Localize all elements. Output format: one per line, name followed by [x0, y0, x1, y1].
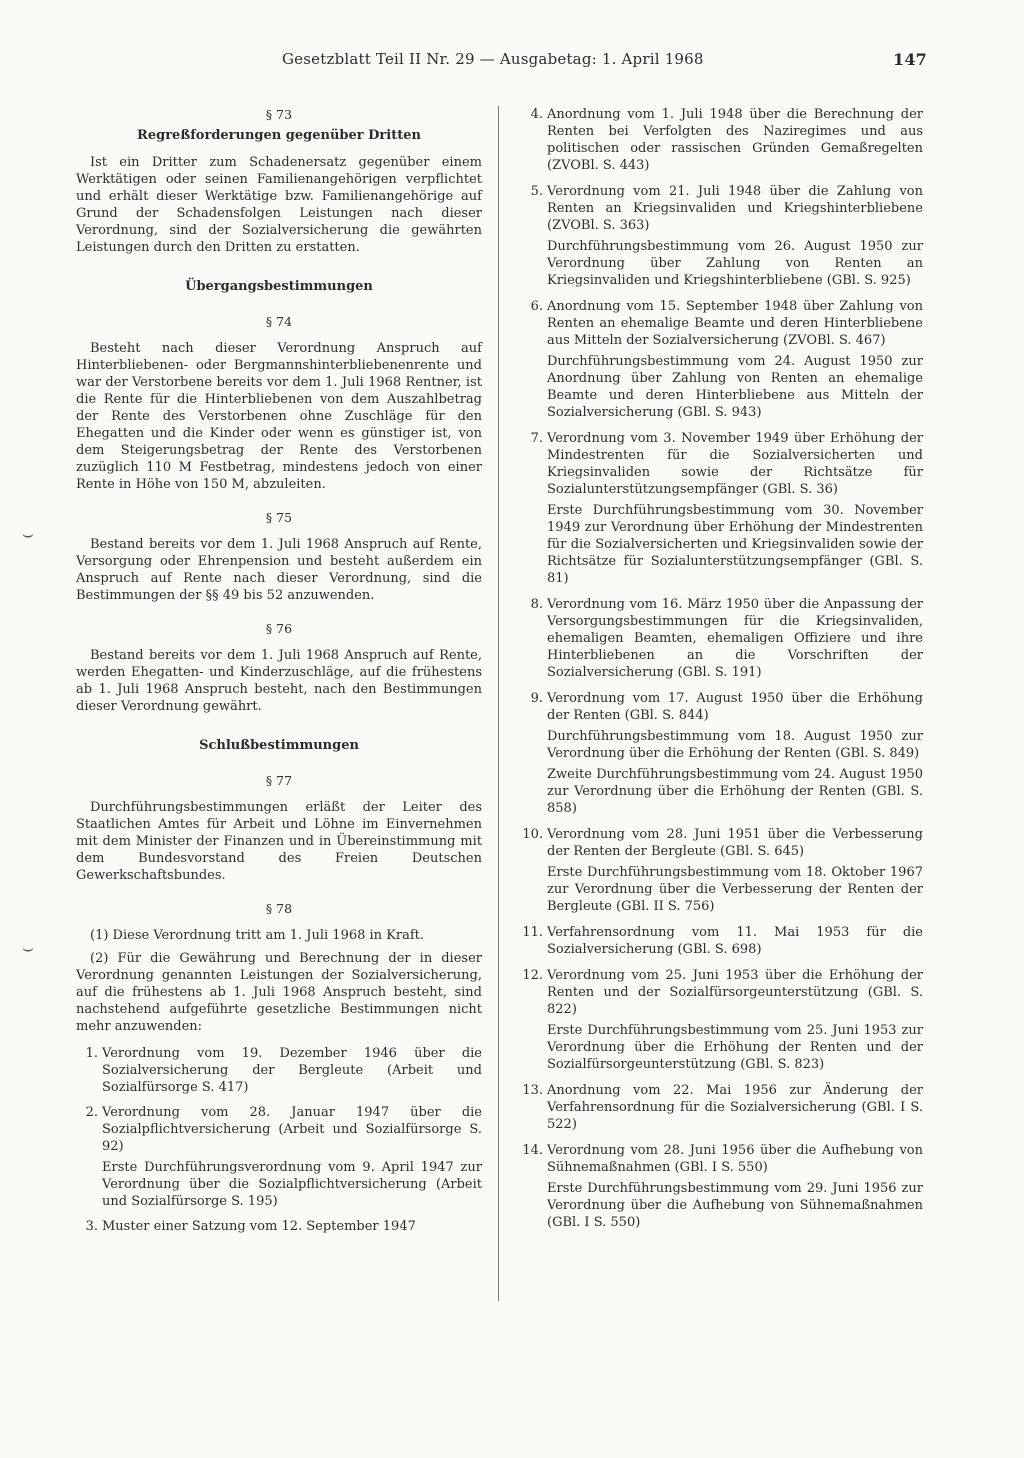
section-text: Besteht nach dieser Verordnung Anspruch auf Hinterbliebenen- oder Bergmannshinterbliebenenrente und war der Verstorbene bereits vor dem 1. Juli 1968 Rentner, ist die Rente für die Hinterbliebenen von dem Auszahlbetrag der Rente des Verstorbenen ohne Zuschläge für den Ehegatten und die Kinder oder wenn es günstiger ist, von dem Steigerungsbetrag der Rente des Verstorbenen zuzüglich 110 M Festbetrag, mindestens jedoch von einer Rente in Höhe von 150 M, abzuleiten. [76, 341, 482, 492]
list-item [517, 967, 923, 1073]
section-number: § 77 [265, 773, 293, 788]
page-number: 147 [893, 50, 927, 69]
chapter-heading: Schlußbestimmungen [199, 738, 359, 753]
list-item-text: Verordnung vom 19. Dezember 1946 über die Sozialversicherung der Bergleute (Arbeit und Sozialfürsorge S. 417) [102, 1046, 482, 1095]
repealed-list [76, 1045, 482, 1235]
list-item-text: Verordnung vom 21. Juli 1948 über die Zahlung von Renten an Kriegsinvaliden und Kriegshinterbliebene (ZVOBl. S. 363) [547, 184, 923, 233]
list-item-subtext: Erste Durchführungsbestimmung vom 29. Juni 1956 zur Verordnung über die Aufhebung von Sühnemaßnahmen (GBl. I S. 550) [547, 1181, 923, 1230]
list-item-text: Verordnung vom 3. November 1949 über Erhöhung der Mindestrenten für die Sozialversicherten und Kriegsinvaliden sowie der Richtsätze für Sozialunterstützungsempfänger (GBl. S. 36) [547, 431, 923, 497]
section-number: § 73 [265, 107, 293, 122]
list-item-number: 11. [522, 925, 543, 940]
list-item [517, 298, 923, 421]
list-item-text: Anordnung vom 1. Juli 1948 über die Berechnung der Renten bei Verfolgten des Naziregimes und aus politischen oder rassischen Gründen Gemaßregelten (ZVOBl. S. 443) [547, 107, 923, 173]
section-text: Bestand bereits vor dem 1. Juli 1968 Anspruch auf Rente, Versorgung oder Ehrenpension und besteht außerdem ein Anspruch auf Rente nach dieser Verordnung, sind die Bestimmungen der §§ 49 bis 52 anzuwenden. [76, 537, 482, 603]
margin-mark-icon: ⌣ [22, 524, 34, 545]
list-item [517, 690, 923, 817]
list-item-subtext: Durchführungsbestimmung vom 24. August 1950 zur Anordnung über Zahlung von Renten an ehemalige Beamte und deren Hinterbliebene aus Mitteln der Sozialversicherung (GBl. S. 943) [547, 354, 923, 420]
list-item-text: Muster einer Satzung vom 12. September 1947 [102, 1219, 416, 1234]
list-item-text: Verordnung vom 17. August 1950 über die Erhöhung der Renten (GBl. S. 844) [547, 691, 923, 723]
list-item-number: 14. [522, 1143, 543, 1158]
list-item [517, 106, 923, 174]
list-item-text: Anordnung vom 22. Mai 1956 zur Änderung der Verfahrensordnung für die Sozialversicherung (GBl. I S. 522) [547, 1083, 923, 1132]
list-item [76, 1104, 482, 1210]
left-column [76, 106, 482, 1243]
section-text: (2) Für die Gewährung und Berechnung der in dieser Verordnung genannten Leistungen der Sozialversicherung, auf die frühestens ab 1. Juli 1968 Anspruch besteht, sind nachstehend aufgeführte gesetzliche Bestimmungen nicht mehr anzuwenden: [76, 951, 482, 1034]
list-item [517, 430, 923, 587]
right-column [517, 106, 923, 1240]
repealed-list [517, 106, 923, 1231]
list-item [517, 1142, 923, 1231]
list-item-subtext: Durchführungsbestimmung vom 18. August 1950 zur Verordnung über die Erhöhung der Renten (GBl. S. 849) [547, 729, 923, 761]
section-number: § 74 [265, 314, 293, 329]
list-item-number: 8. [530, 597, 543, 612]
section-text: Durchführungsbestimmungen erläßt der Leiter des Staatlichen Amtes für Arbeit und Löhne im Einvernehmen mit dem Minister der Finanzen und in Übereinstimmung mit dem Bundesvorstand des Freien Deutschen Gewerkschaftsbundes. [76, 800, 482, 883]
section-number: § 78 [265, 901, 293, 916]
list-item-subtext: Erste Durchführungsbestimmung vom 25. Juni 1953 zur Verordnung über die Erhöhung der Renten und der Sozialfürsorgeunterstützung (GBl. S. 823) [547, 1023, 923, 1072]
chapter-heading: Übergangsbestimmungen [185, 279, 373, 294]
list-item-number: 12. [522, 968, 543, 983]
list-item-subtext: Erste Durchführungsbestimmung vom 18. Oktober 1967 zur Verordnung über die Verbesserung der Renten der Bergleute (GBl. II S. 756) [547, 865, 923, 914]
list-item-number: 2. [85, 1105, 98, 1120]
section-number: § 76 [265, 621, 293, 636]
list-item-text: Verfahrensordnung vom 11. Mai 1953 für die Sozialversicherung (GBl. S. 698) [547, 925, 923, 957]
list-item-text: Verordnung vom 16. März 1950 über die Anpassung der Versorgungsbestimmungen für die Kriegsinvaliden, ehemaligen Beamten, ehemaligen Offiziere und ihre Hinterbliebenen an die Vorschriften der Sozialversicherung (GBl. S. 191) [547, 597, 923, 680]
section-text: Bestand bereits vor dem 1. Juli 1968 Anspruch auf Rente, werden Ehegatten- und Kinderzuschläge, auf die frühestens ab 1. Juli 1968 Anspruch besteht, nach den Bestimmungen dieser Verordnung gewährt. [76, 648, 482, 714]
list-item-text: Verordnung vom 28. Januar 1947 über die Sozialpflichtversicherung (Arbeit und Sozialfürsorge S. 92) [102, 1105, 482, 1154]
list-item-number: 5. [530, 184, 543, 199]
list-item-subtext: Erste Durchführungsbestimmung vom 30. November 1949 zur Verordnung über Erhöhung der Mindestrenten für die Sozialversicherten und Kriegsinvaliden sowie der Richtsätze für Sozialunterstützungsempfänger (GBl. S. 81) [547, 503, 923, 586]
section-text: (1) Diese Verordnung tritt am 1. Juli 1968 in Kraft. [90, 928, 425, 943]
section-number: § 75 [265, 510, 293, 525]
list-item [517, 924, 923, 958]
list-item [517, 826, 923, 915]
list-item-number: 9. [530, 691, 543, 706]
list-item-number: 1. [85, 1046, 98, 1061]
margin-mark-icon: ⌣ [22, 938, 34, 959]
list-item-number: 3. [85, 1219, 98, 1234]
list-item-text: Anordnung vom 15. September 1948 über Zahlung von Renten an ehemalige Beamte und deren Hinterbliebene aus Mitteln der Sozialversicherung (ZVOBl. S. 467) [547, 299, 923, 348]
list-item [517, 1082, 923, 1133]
page-header [252, 46, 927, 76]
header-title: Gesetzblatt Teil II Nr. 29 — Ausgabetag: 1. April 1968 [282, 50, 704, 68]
list-item-text: Verordnung vom 25. Juni 1953 über die Erhöhung der Renten und der Sozialfürsorgeunterstützung (GBl. S. 822) [547, 968, 923, 1017]
list-item-number: 4. [530, 107, 543, 122]
section-text: Ist ein Dritter zum Schadenersatz gegenüber einem Werktätigen oder seinen Familienangehörigen verpflichtet und erhält dieser Werktätige bzw. Familienangehörige auf Grund der Schadensfolgen Leistungen nach dieser Verordnung, sind der Sozialversicherung die gewährten Leistungen durch den Dritten zu erstatten. [76, 155, 482, 255]
list-item-number: 10. [522, 827, 543, 842]
list-item [76, 1045, 482, 1096]
list-item-text: Verordnung vom 28. Juni 1956 über die Aufhebung von Sühnemaßnahmen (GBl. I S. 550) [547, 1143, 923, 1175]
list-item [76, 1218, 482, 1235]
list-item-subtext: Erste Durchführungsverordnung vom 9. April 1947 zur Verordnung über die Sozialpflichtversicherung (Arbeit und Sozialfürsorge S. 195) [102, 1160, 482, 1209]
list-item-subtext: Durchführungsbestimmung vom 26. August 1950 zur Verordnung über Zahlung von Renten an Kriegsinvaliden und Kriegshinterbliebene (GBl. S. 925) [547, 239, 923, 288]
column-divider [498, 106, 499, 1301]
list-item-number: 7. [530, 431, 543, 446]
list-item-subtext: Zweite Durchführungsbestimmung vom 24. August 1950 zur Verordnung über die Erhöhung der Renten (GBl. S. 858) [547, 767, 923, 816]
list-item [517, 183, 923, 289]
list-item [517, 596, 923, 681]
list-item-number: 13. [522, 1083, 543, 1098]
list-item-text: Verordnung vom 28. Juni 1951 über die Verbesserung der Renten der Bergleute (GBl. S. 645) [547, 827, 923, 859]
list-item-number: 6. [530, 299, 543, 314]
section-title: Regreßforderungen gegenüber Dritten [137, 128, 421, 143]
